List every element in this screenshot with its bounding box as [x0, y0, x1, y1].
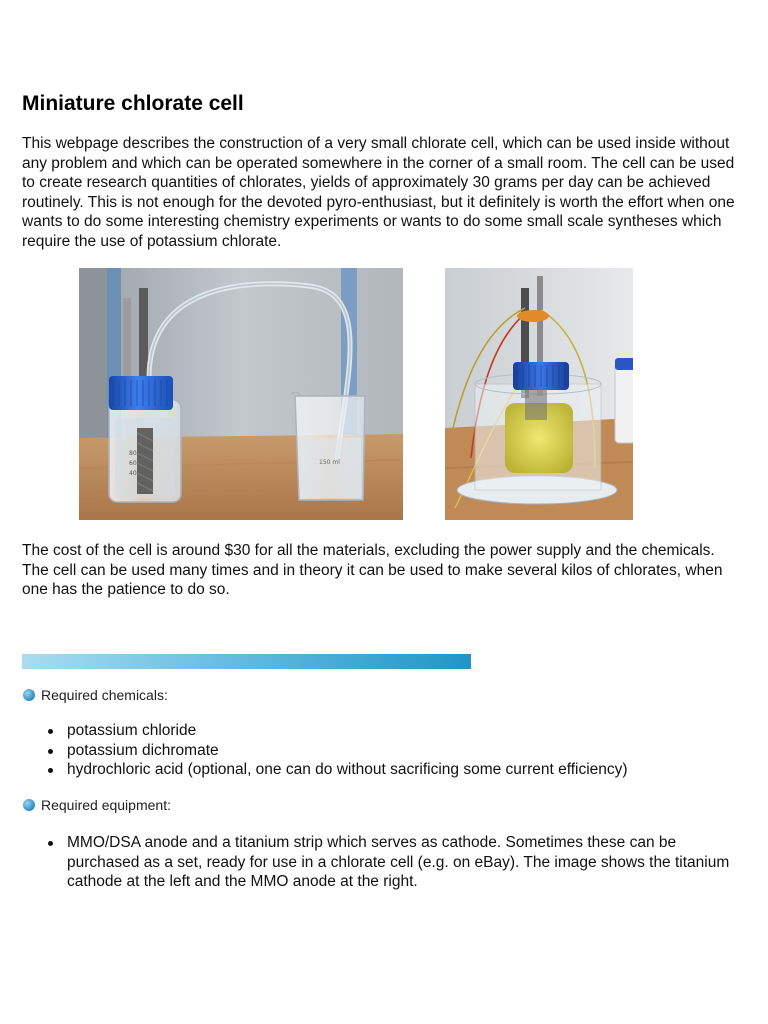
section-divider-bar [22, 654, 471, 669]
list-item: hydrochloric acid (optional, one can do without sacrificing some current efficiency) [45, 760, 745, 780]
cell-water-bath-photo [445, 268, 633, 520]
intro-paragraph: This webpage describes the construction of a very small chlorate cell, which can be used inside without any problem and which can be operated somewhere in the corner of a small room. The cell can be used to create research quantities of chlorates, yields of approximately 30 grams per day can be achieved routinely. This is not enough for the devoted pyro-enthusiast, but it definitely is worth the effort when one wants to do some interesting chemistry experiments or wants to do some small scale syntheses which require the use of potassium chlorate. [22, 135, 735, 250]
required-equipment-label: Required equipment: [41, 797, 171, 813]
bottle-mark-80: 80 [129, 450, 137, 457]
list-item: MMO/DSA anode and a titanium strip which serves as cathode. Sometimes these can be purchased as a set, ready for use in a chlorate cell (e.g. on eBay). The image shows the titanium cathode at the left and the MMO anode at the right. [45, 833, 745, 892]
blue-bullet-icon [23, 799, 35, 811]
cell-setup-photo [79, 268, 403, 520]
blue-bullet-icon [23, 689, 35, 701]
chemicals-list [45, 721, 745, 780]
required-chemicals-heading [23, 686, 168, 704]
page-title: Miniature chlorate cell [22, 92, 244, 115]
bottle-mark-60: 60 [129, 460, 137, 467]
list-item: potassium dichromate [45, 741, 745, 761]
beaker-mark: 150 ml [319, 459, 340, 466]
equipment-list [45, 833, 745, 892]
list-item: potassium chloride [45, 721, 745, 741]
required-equipment-heading [23, 796, 171, 814]
required-chemicals-label: Required chemicals: [41, 687, 168, 703]
bottle-mark-40: 40 [129, 470, 137, 477]
cost-paragraph: The cost of the cell is around $30 for all the materials, excluding the power supply and the chemicals. The cell can be used many times and in theory it can be used to make several kilos of chlorates, when one has the patience to do so. [22, 542, 723, 599]
